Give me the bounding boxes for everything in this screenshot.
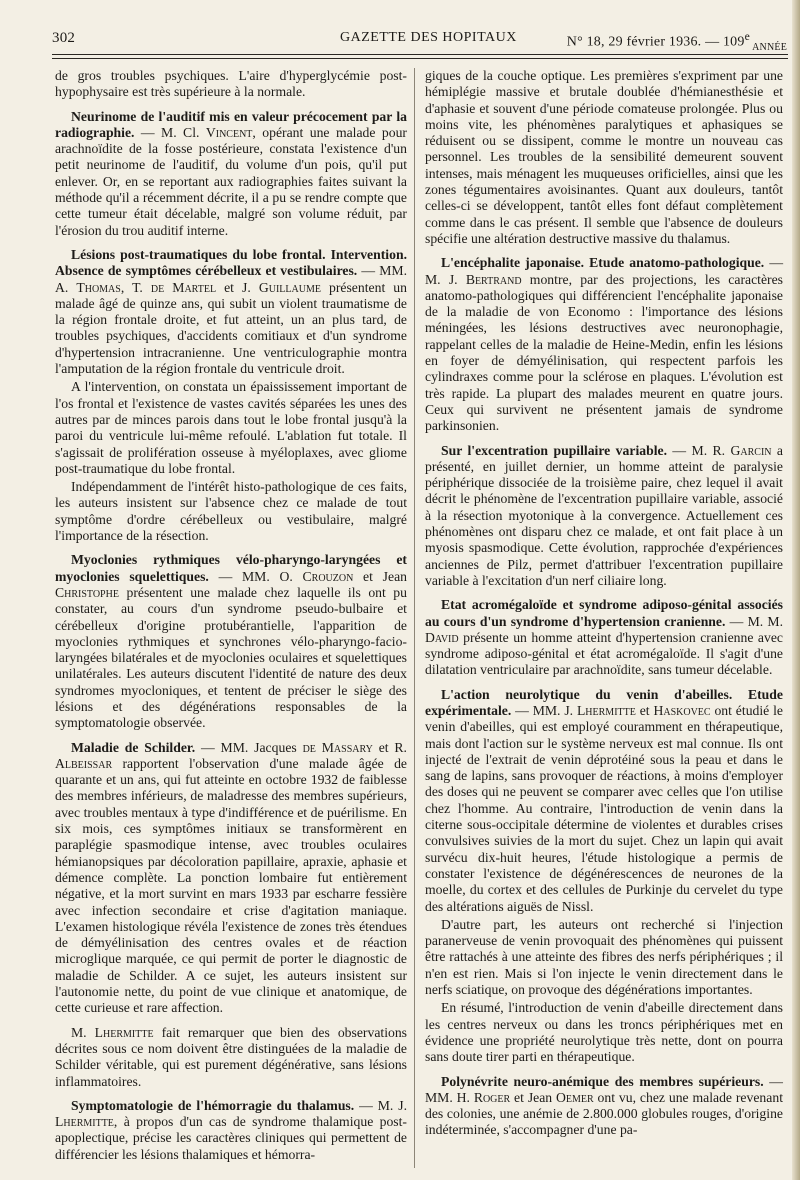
author-name: Thomas — [76, 279, 121, 295]
paragraph — [55, 1025, 407, 1090]
text-run: — M. J. — [425, 255, 783, 287]
article-schilder — [55, 740, 407, 1017]
paragraph: giques de la couche optique. Les premières s'expriment par une hémiplégie massive et brutale doublée d'hémianesthésie et d'aphasie et souvent d'une période comateuse prolongée. Plus ou moins vite, les phénomènes paralytiques et aphasiques se réduisent ou se dissipent, comme le montre un nouveau cas personnel. Les troubles de la sensibilité demeurent souvent intenses, mais ménagent les muqueuses orificielles, ainsi que les zones tégumentaires avoisinantes. Quant aux douleurs, tantôt celles-ci se développent, tantôt elles font défaut complètement comme dans le cas présent. Il semble que l'absence de douleurs spécifie une altération destructive massive du thalamus. — [425, 68, 783, 246]
text-run: et Jean — [510, 1089, 557, 1105]
text-run: M. — [71, 1024, 95, 1040]
header-rule-thin — [52, 58, 788, 59]
page-number: 302 — [52, 30, 76, 46]
text-run: ont étudié le venin d'abeilles, qui est employé couramment en thérapeutique, mais dont l'action sur le système nerveux est mal connue. Ils ont injecté de l'extrait de venin déprotéiné sous la peau et dans le sang de lapins, sans provoquer de réactions, à moins d'employer des doses qui ne peuvent se comparer avec celles que l'on utilise chez l'homme. Au contraire, l'introduction de venin dans la citerne sous-occipitale détermine de violentes et durables crises convulsives suivies de la mort du sujet. Chez un lapin qui avait survécu dix-huit heures, l'étude histologique a permis de constater l'existence de dégénérescences de neurones de la moelle, du cortex et des cellules de Purkinje du cervelet du type des altérations aiguës de Nissl. — [425, 702, 783, 914]
article-heading: Polynévrite neuro-anémique des membres supérieurs. — [441, 1073, 764, 1089]
paragraph: D'autre part, les auteurs ont recherché si l'injection paranerveuse de venin provoquait des phénomènes qui puissent être rattachés à une atteinte des fibres des nerfs périphériques ; il n'en est rien. Mais si l'on injecte le venin directement dans le nerfs sciatique, on provoque des dégénérations importantes. — [425, 916, 783, 998]
paragraph: A l'intervention, on constata un épaississement important de l'os frontal et l'existence de vastes cavités séparées les unes des autres par de minces parois dans tout le lobe frontal jusqu'à la paroi du ventricule lui-même refoulé. L'ablation fut totale. Il s'agissait de prolifération osseuse à myéloplaxes, avec gliome post-traumatique du lobe frontal. — [55, 379, 407, 476]
paragraph: En résumé, l'introduction de venin d'abeille directement dans les centres nerveux ou dans les troncs périphériques met en évidence une propriété neurolytique très nette, dont on pourra sans doute tirer parti en thérapeutique. — [425, 1000, 783, 1065]
article-acromegaloide — [425, 597, 783, 678]
journal-title: GAZETTE DES HOPITAUX — [340, 30, 517, 45]
author-name: Bertrand — [465, 271, 522, 287]
author-name: de Massary — [302, 739, 373, 755]
text-run: , à propos d'un cas de syndrome thalamique post-apoplectique, précise les caractères cliniques qui permettent de différencier les lésions thalamiques et hémorra- — [55, 1114, 407, 1162]
author-name: Oemer — [556, 1089, 594, 1105]
article-heading: Sur l'excentration pupillaire variable. — [441, 442, 667, 458]
author-name: Lhermitte — [94, 1024, 154, 1040]
article-heading: L'encéphalite japonaise. Etude anatomo-pathologique. — [441, 255, 765, 271]
article-heading: Lésions post-traumatiques du lobe frontal. Intervention. Absence de symptômes cérébelleux et vestibulaires. — [55, 246, 407, 279]
text-run: — M. J. — [354, 1097, 407, 1113]
text-run: présentent un malade âgé de quinze ans, qui subit un violent traumatisme de la région frontale droite, et fut atteint, un an plus tard, de troubles psychiques, d'accidents comitiaux et d'un syndrome d'hypertension intracranienne. Une ventriculographie montra l'amputation de la région frontale du ventricule droit. — [55, 279, 407, 377]
issue-info — [567, 30, 787, 51]
text-run: — MM. O. — [208, 568, 303, 584]
column-divider — [414, 68, 415, 1168]
article-heading: Symptomatologie de l'hémorragie du thalamus. — [71, 1097, 355, 1113]
text-run: a présenté, en juillet dernier, un homme atteint de paralysie périphérique dissociée de la troisième paire, chez lequel il avait décrit le phénomène de l'excentration pupillaire variable, associé à la résection myotonique à la convergence. Actuellement ces phénomènes ont disparu chez ce malade, et ont fait place à un myosis spasmodique. Cette évolution, rapprochée d'expériences anciennes de Pilz, permet d'attribuer l'excentration pupillaire variable à l'excitation d'un nerf ciliaire long. — [425, 442, 783, 588]
issue-date: N° 18, 29 février 1936. — 109 — [566, 34, 745, 50]
article-encephalite — [425, 255, 783, 434]
author-name: de Martel — [150, 279, 217, 295]
author-name: Lhermitte — [576, 702, 636, 718]
text-run: — MM. H. — [425, 1073, 783, 1105]
article-excentration — [425, 443, 783, 590]
issue-year-label: ANNÉE — [749, 41, 787, 53]
article-neurinome — [55, 109, 407, 239]
text-run: fait remarquer que bien des observations décrites sous ce nom doivent être distinguées de la maladie de Schilder véritable, qui est purement dégénérative, sans lésions inflammatoires. — [55, 1024, 408, 1089]
text-run: présentent une malade chez laquelle ils ont pu constater, au cours d'un syndrome pseudo-bulbaire et cérébelleux d'origine protubérantielle, l'apparition de myoclonies rythmiques et synchrones vélo-pharyngo-facio-laryngées bilatérales et de myoclonies oculaires et squelettiques unilatérales. Les auteurs discutent l'identité de nature des deux syndromes myocloniques, et tentent de préciser le siège des lésions et des dégénérations responsables de la symptomatologie observée. — [55, 584, 407, 731]
author-name: Crouzon — [302, 568, 354, 584]
article-heading: L'action neurolytique du venin d'abeilles. Etude expérimentale. — [425, 686, 783, 718]
text-run: et — [635, 702, 654, 718]
author-name: Garcin — [730, 442, 772, 458]
text-run: — MM. Jacques — [195, 739, 303, 755]
page-header — [52, 30, 787, 52]
text-run: et J. — [216, 279, 259, 295]
author-name: Haskovec — [653, 702, 711, 718]
text-run: — M. Cl. — [134, 124, 206, 140]
text-run: rapportent l'observation d'une malade âgée de quarante et un ans, qui fut atteinte en octobre 1932 de faiblesse des membres inférieurs, de maladresse des membres supérieurs, avec troubles mentaux à type d'indifférence et de puérilisme. En six mois, ces symptômes initiaux se transformèrent en paraplégie spasmodique intense, avec troubles oculaires hémianopsiques par décoloration papillaire, apraxie, aphasie et démence complète. La ponction lombaire fut entièrement négative, et la mort survint en mars 1933 par escharre fessière avec infection secondaire et crise d'agitation maniaque. L'examen histologique révéla l'existence de zones très étendues de démyélinisation des centres ovales et de réaction microglique marquée, ce qui permit de porter le diagnostic de maladie de Schilder. A ce sujet, les auteurs insistent sur l'autonomie nette, du point de vue clinique et anatomique, de cette curieuse et rare affection. — [55, 755, 407, 1016]
article-venin — [425, 687, 783, 915]
article-heading: Neurinome de l'auditif mis en valeur précocement par la radiographie. — [55, 108, 407, 140]
page-edge — [792, 0, 800, 1180]
text-run: — MM. J. — [511, 702, 577, 718]
article-thalamus — [55, 1098, 407, 1163]
paragraph: Indépendamment de l'intérêt histo-pathologique de ces faits, les auteurs insistent sur l'absence chez ce malade de tout symptôme d'ordre cérébelleux ou vestibulaire, malgré l'importance de la résection. — [55, 479, 407, 544]
author-name: David — [425, 629, 459, 645]
text-run: — MM. A. — [55, 263, 408, 295]
author-name: Guillaume — [258, 279, 321, 295]
right-column — [425, 68, 783, 1147]
author-name: Lhermitte — [55, 1114, 114, 1130]
text-run: présente un homme atteint d'hypertension cranienne avec syndrome adiposo-génital et état acromégaloïde. Il s'agit d'une dilatation ventriculaire par arachnoïdite, sans tumeur décelable. — [425, 629, 783, 678]
article-heading: Maladie de Schilder. — [71, 739, 196, 755]
article-lobe-frontal — [55, 247, 407, 377]
issue-suffix: e — [744, 30, 750, 43]
paragraph: de gros troubles psychiques. L'aire d'hyperglycémie post-hypophysaire est très supérieure à la normale. — [55, 68, 407, 100]
article-myoclonies — [55, 552, 407, 731]
article-heading: Etat acromégaloïde et syndrome adiposo-génital associés au cours d'un syndrome d'hypertension cranienne. — [425, 597, 783, 629]
article-heading: Myoclonies rythmiques vélo-pharyngo-laryngées et myoclonies squelettiques. — [55, 552, 407, 584]
author-name: Christophe — [55, 584, 119, 600]
text-run: — M. R. — [667, 442, 731, 458]
text-run: , T. — [120, 279, 151, 295]
text-run: et R. — [372, 739, 407, 755]
header-rule — [52, 54, 788, 55]
text-run: ont vu, chez une malade revenant des colonies, une anémie de 2.800.000 globules rouges, d'origine indéterminée, s'accompagner d'une pa- — [425, 1089, 783, 1138]
text-run: — M. M. — [725, 613, 783, 629]
text-run: montre, par des projections, les caractères anatomo-pathologiques qui différencient l'encéphalite japonaise de la maladie de von Economo : l'importance des lésions méningées, les lésions destructives avec neuronophagie, rappelant celles de la maladie de Heine-Medin, enfin les lésions en foyer de démyélinisation, qui respectent parfois les cylindraxes comme pour la sclérose en plaques. L'évolution est très rapide. La plupart des malades meurent en quatre jours. Ceux qui survivent ne présentent jamais de syndrome parkinsonien. — [425, 271, 784, 434]
text-run: , opérant une malade pour arachnoïdite de la fosse postérieure, constata l'existence d'un petit neurinome de l'auditif, du volume d'un pois, qu'il put enlever. Or, en se reportant aux radiographies faites suivant la méthode qu'il a récemment décrite, il a pu se rendre compte que cette tumeur était décelable, malgré son volume réduit, par l'érosion du trou auditif interne. — [55, 124, 407, 238]
article-polynevrite — [425, 1074, 783, 1139]
text-run: et Jean — [353, 568, 407, 584]
author-name: Roger — [473, 1089, 511, 1105]
author-name: Vincent — [205, 124, 253, 140]
author-name: Albeissar — [55, 755, 113, 771]
left-column — [55, 68, 407, 1171]
